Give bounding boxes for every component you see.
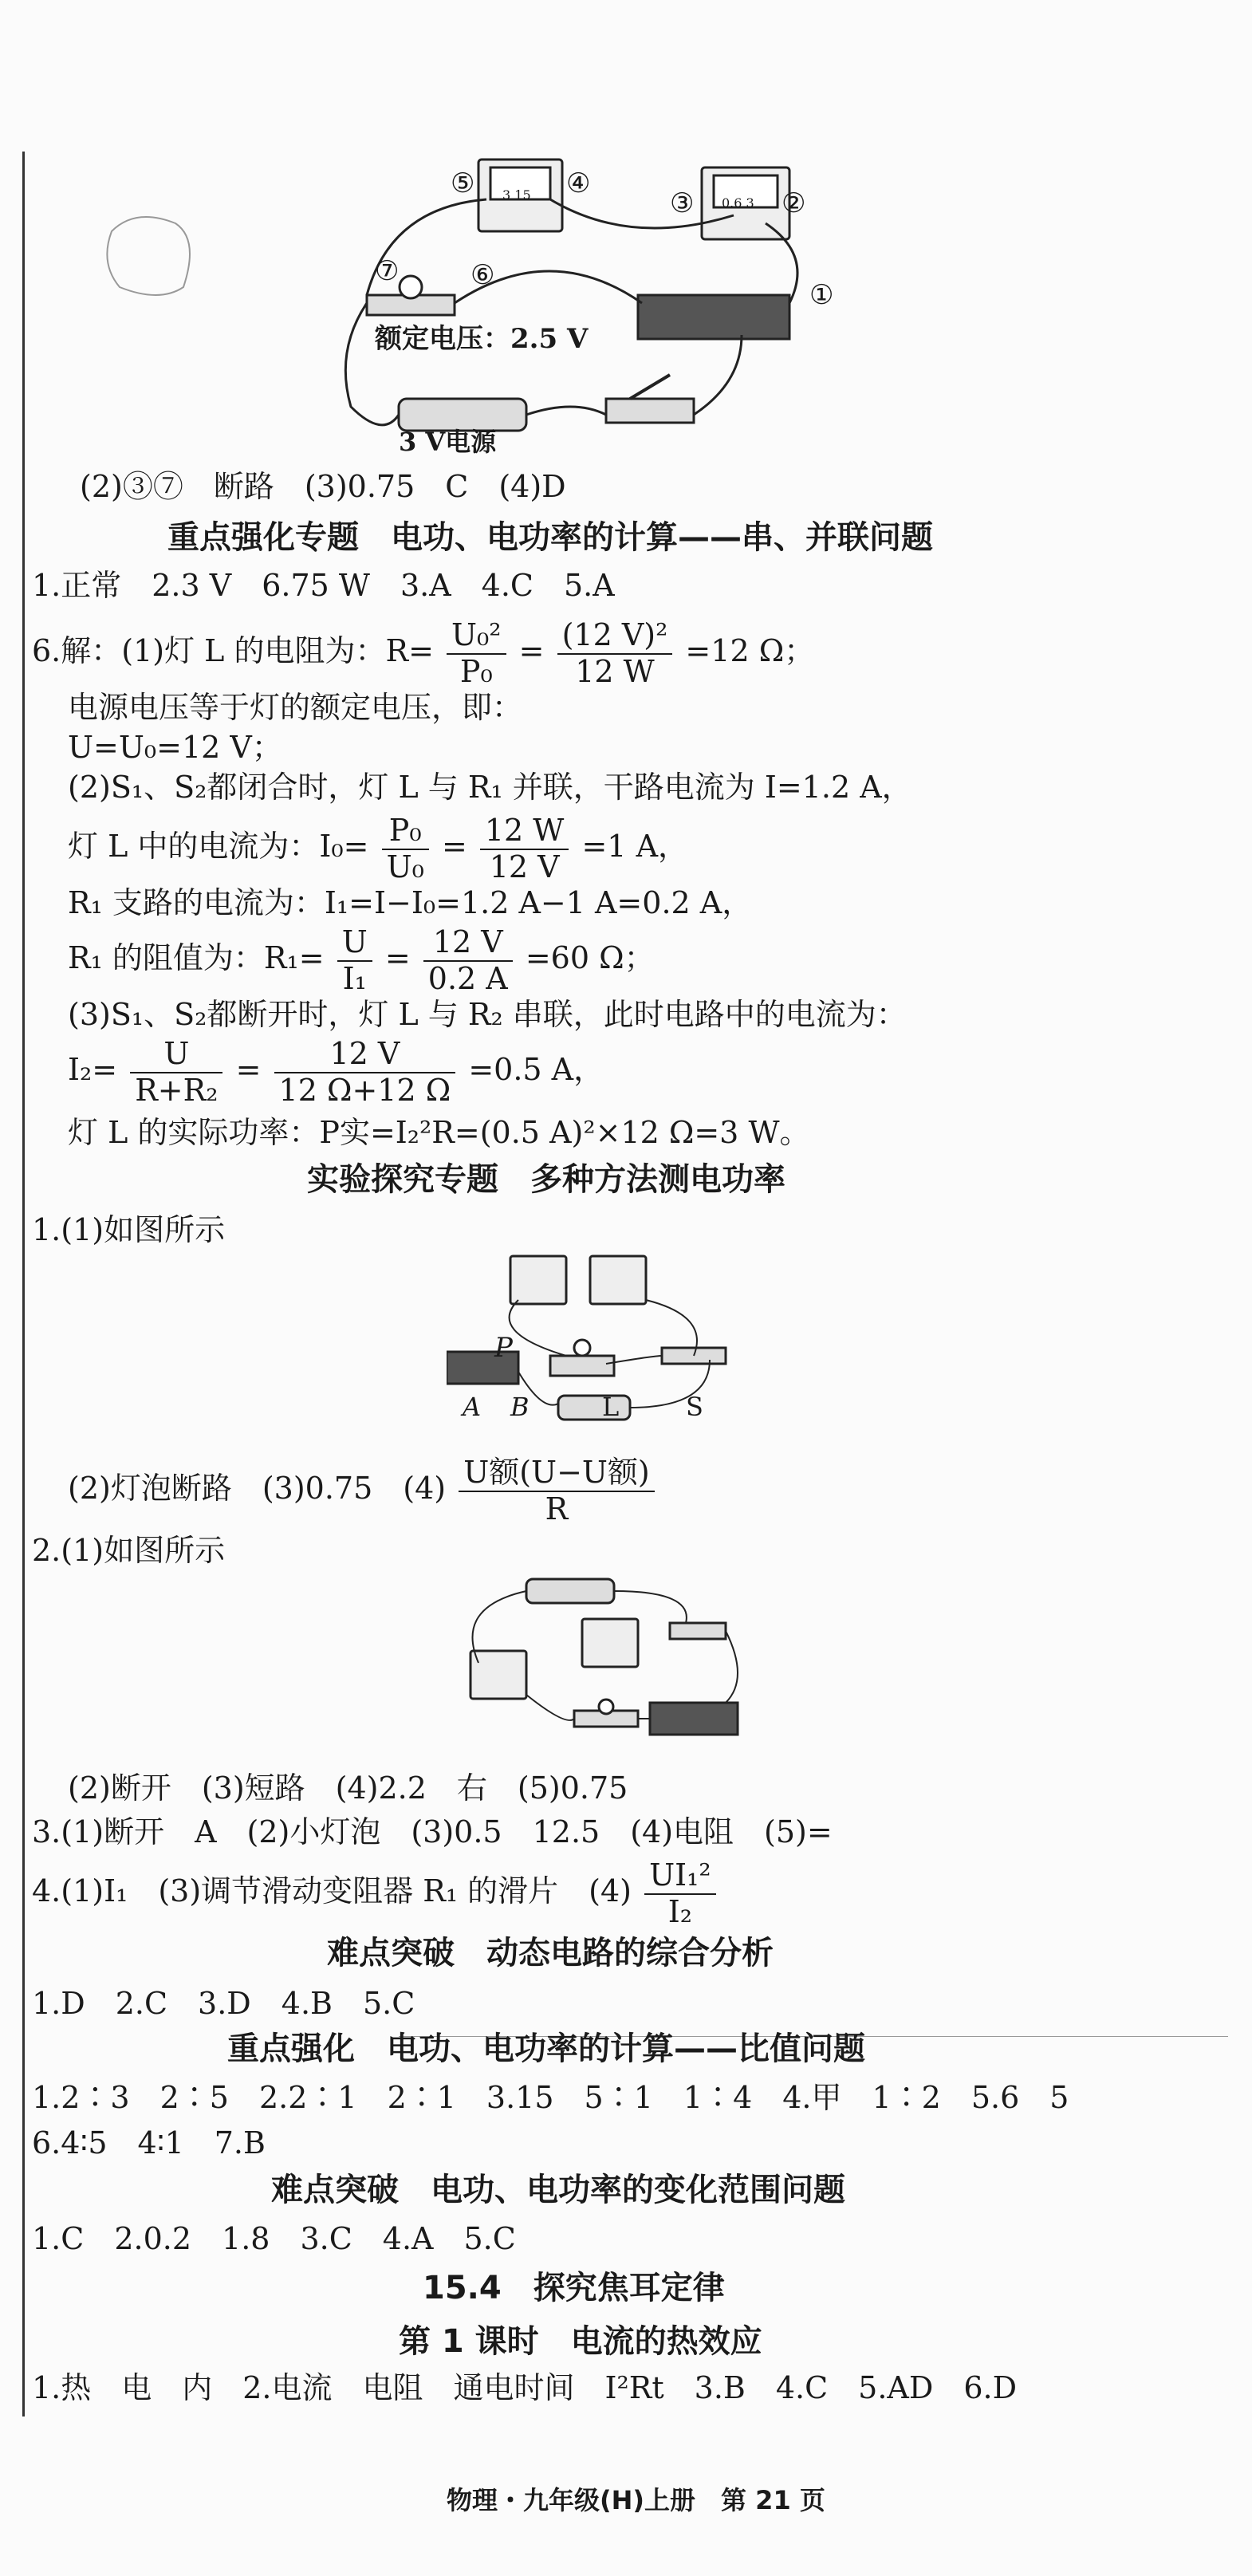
sec2-line-2: (2)灯泡断路 (3)0.75 (4) $\frac{\text{U额(U−U额)}}{R}$ bbox=[68, 1455, 658, 1526]
sec1-line-8: R₁ 的阻值为：R₁= $\frac{U}{\text{I₁}}$ = $\frac{12 V}{0.2 A}$ =60 Ω； bbox=[68, 924, 655, 996]
sec1-line-10: I₂= $\frac{U}{\text{R+R₂}}$ = $\frac{12 V}{12 \Omega+12 \Omega}$ =0.5 A， bbox=[68, 1036, 604, 1108]
fig1-label-5: ⑤ bbox=[451, 167, 475, 199]
sec6-line-1: 1.热 电 内 2.电流 电阻 通电时间 I²Rt 3.B 4.C 5.AD 6.D bbox=[32, 2370, 1018, 2405]
section-2-title: 实验探究专题 多种方法测电功率 bbox=[307, 1161, 785, 1198]
sec2-line-1: 1.(1)如图所示 bbox=[32, 1212, 226, 1247]
page-footer: 物理・九年级(H)上册 第 21 页 bbox=[447, 2485, 825, 2515]
sec2-line-6: 4.(1)I₁ (3)调节滑动变阻器 R₁ 的滑片 (4) $\frac{\text{UI₁²}}{\text{I₂}}$ bbox=[32, 1858, 719, 1929]
sec2-line-5: 3.(1)断开 A (2)小灯泡 (3)0.5 12.5 (4)电阻 (5)= bbox=[32, 1814, 833, 1849]
section-3-title: 难点突破 动态电路的综合分析 bbox=[327, 1935, 774, 1971]
fig1-label-2: ② bbox=[782, 187, 806, 219]
stamp-icon bbox=[107, 217, 190, 295]
fig2-label-A: A bbox=[463, 1392, 482, 1422]
sec5-line-1: 1.C 2.0.2 1.8 3.C 4.A 5.C bbox=[32, 2221, 516, 2256]
section-1-title: 重点强化专题 电功、电功率的计算——串、并联问题 bbox=[167, 519, 933, 556]
fig1-source: 3 V电源 bbox=[399, 427, 497, 457]
section-6-subtitle: 第 1 课时 电流的热效应 bbox=[399, 2323, 762, 2360]
fig1-label-7: ⑦ bbox=[375, 255, 400, 287]
sec1-line-3: 电源电压等于灯的额定电压，即： bbox=[68, 690, 523, 725]
fig1-label-4: ④ bbox=[566, 167, 591, 199]
fig2-label-L: L bbox=[602, 1392, 620, 1422]
fig1-voltmeter-scale: 3 15 bbox=[502, 187, 531, 203]
fig2-label-P: P bbox=[494, 1332, 513, 1364]
section-6-title: 15.4 探究焦耳定律 bbox=[423, 2270, 725, 2306]
sec1-line-11: 灯 L 的实际功率：P实=I₂²R=(0.5 A)²×12 Ω=3 W。 bbox=[68, 1115, 810, 1150]
fig1-label-1: ① bbox=[809, 279, 834, 311]
sec2-line-4: (2)断开 (3)短路 (4)2.2 右 (5)0.75 bbox=[68, 1771, 628, 1806]
section-4-title: 重点强化 电功、电功率的计算——比值问题 bbox=[227, 2030, 865, 2067]
fig1-rated-voltage: 额定电压：2.5 V bbox=[375, 323, 589, 355]
sec3-line-1: 1.D 2.C 3.D 4.B 5.C bbox=[32, 1986, 415, 2021]
sec1-line-6: 灯 L 中的电流为：I₀= $\frac{\text{P₀}}{\text{U₀}}$ = $\frac{12 W}{12 V}$ =1 A， bbox=[68, 813, 689, 884]
sec1-line-5: (2)S₁、S₂都闭合时，灯 L 与 R₁ 并联，干路电流为 I=1.2 A， bbox=[68, 770, 912, 805]
sec2-line-3: 2.(1)如图所示 bbox=[32, 1533, 226, 1568]
sec1-line-1: 1.正常 2.3 V 6.75 W 3.A 4.C 5.A bbox=[32, 568, 615, 603]
sec1-line-7: R₁ 支路的电流为：I₁=I−I₀=1.2 A−1 A=0.2 A， bbox=[68, 885, 753, 920]
fig2-label-B: B bbox=[510, 1392, 530, 1422]
section-5-title: 难点突破 电功、电功率的变化范围问题 bbox=[271, 2172, 845, 2208]
q1-answer: (2)③⑦ 断路 (3)0.75 C (4)D bbox=[80, 469, 566, 504]
sec1-line-4: U=U₀=12 V； bbox=[68, 730, 282, 765]
fig2-label-S: S bbox=[686, 1392, 703, 1422]
margin-line bbox=[22, 152, 25, 2416]
sec1-line-9: (3)S₁、S₂都断开时，灯 L 与 R₂ 串联，此时电路中的电流为： bbox=[68, 997, 907, 1032]
fig1-ammeter-scale: 0.6 3 bbox=[722, 195, 754, 211]
sec4-line-1: 1.2∶3 2∶5 2.2∶1 2∶1 3.15 5∶1 1∶4 4.甲 1∶2 5.6 5 bbox=[32, 2080, 1069, 2115]
fig1-label-6: ⑥ bbox=[470, 259, 495, 291]
circuit-diagram-3 bbox=[463, 1575, 750, 1743]
fig1-label-3: ③ bbox=[670, 187, 695, 219]
sec1-line-2: 6.解：(1)灯 L 的电阻为：R= $\frac{\text{U₀²}}{\text{P₀}}$ = $\frac{\text{(12 V)²}}{12 W}$ =12 Ω； bbox=[32, 617, 815, 689]
sec4-line-2: 6.4∶5 4∶1 7.B bbox=[32, 2125, 266, 2160]
